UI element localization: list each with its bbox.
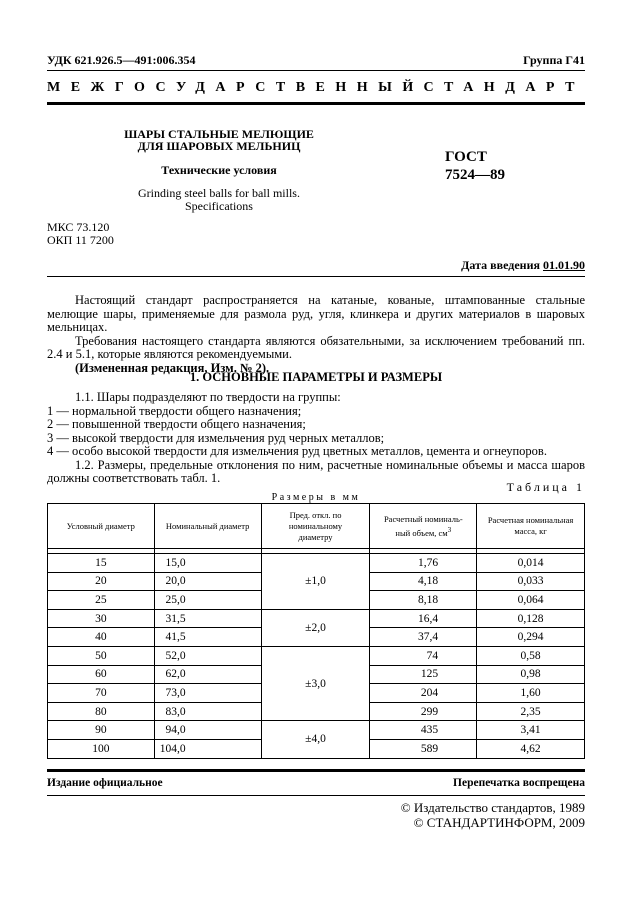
interstate-label: МЕЖГОСУДАРСТВЕННЫЙ	[47, 80, 424, 95]
cell-nominal: 20,0	[154, 572, 261, 591]
cell-conditional: 20	[48, 572, 155, 591]
cell-volume: 589	[370, 739, 477, 758]
gost-number: 7524—89	[445, 167, 505, 183]
cell-nominal: 104,0	[154, 739, 261, 758]
cell-conditional: 100	[48, 739, 155, 758]
intro-text	[47, 294, 585, 375]
cell-nominal: 31,5	[154, 609, 261, 628]
cell-conditional: 25	[48, 591, 155, 610]
cell-mass: 0,014	[477, 554, 585, 573]
section-1-text	[47, 391, 585, 486]
standard-label: СТАНДАРТ	[423, 80, 585, 95]
cell-nominal: 94,0	[154, 721, 261, 740]
title-line-1: ШАРЫ СТАЛЬНЫЕ МЕЛЮЩИЕ	[124, 127, 314, 141]
cell-volume: 1,76	[370, 554, 477, 573]
header-tolerance: Пред. откл. по номинальному диаметру	[261, 504, 370, 549]
table-header-row	[48, 504, 585, 549]
gost-designation	[445, 148, 505, 184]
title-subtitle: Технические условия	[161, 163, 277, 177]
cell-nominal: 62,0	[154, 665, 261, 684]
hardness-group-1: 1 — нормальной твердости общего назначения;	[47, 403, 302, 418]
cell-tolerance: ±1,0	[261, 554, 370, 610]
cell-volume: 37,4	[370, 628, 477, 647]
cell-conditional: 15	[48, 554, 155, 573]
group-code: Группа Г41	[523, 53, 585, 67]
intro-paragraph-1: Настоящий стандарт распространяется на катаные, кованые, штампованные стальные мелющие шары, применяемые для размола руд, угля, клинкера и других материалов в шаровых мельницах.	[47, 293, 585, 334]
cell-nominal: 25,0	[154, 591, 261, 610]
header-mass: Расчетная номинальная масса, кг	[477, 504, 585, 549]
table-row	[48, 554, 585, 573]
header-volume-text: Расчетный номиналь-ный объем, см	[383, 513, 463, 538]
cell-volume: 299	[370, 702, 477, 721]
cell-mass: 4,62	[477, 739, 585, 758]
header-nominal-diameter: Номинальный диаметр	[154, 504, 261, 549]
cell-conditional: 70	[48, 684, 155, 703]
okp-code: ОКП 11 7200	[47, 233, 114, 247]
cell-nominal: 15,0	[154, 554, 261, 573]
cell-volume: 125	[370, 665, 477, 684]
cell-volume: 8,18	[370, 591, 477, 610]
hardness-group-3: 3 — высокой твердости для измельчения руд черных металлов;	[47, 430, 385, 445]
header-volume	[370, 504, 477, 549]
cell-volume: 435	[370, 721, 477, 740]
footer-rule	[47, 769, 585, 772]
section-1-title: 1. ОСНОВНЫЕ ПАРАМЕТРЫ И РАЗМЕРЫ	[189, 370, 443, 384]
udk-code: УДК 621.926.5—491:006.354	[47, 53, 196, 67]
cell-conditional: 80	[48, 702, 155, 721]
table-row	[48, 609, 585, 628]
cell-mass: 0,128	[477, 609, 585, 628]
cell-mass: 3,41	[477, 721, 585, 740]
cell-mass: 0,294	[477, 628, 585, 647]
copyright-1989: © Издательство стандартов, 1989	[400, 800, 585, 815]
cell-conditional: 60	[48, 665, 155, 684]
title-english-1: Grinding steel balls for ball mills.	[138, 186, 300, 200]
reprint-notice: Перепечатка воспрещена	[453, 777, 585, 789]
title-english-2: Specifications	[185, 199, 253, 213]
ball-dimensions-table	[47, 503, 585, 759]
header-conditional-diameter: Условный диаметр	[48, 504, 155, 549]
cell-tolerance: ±3,0	[261, 646, 370, 720]
cell-tolerance: ±4,0	[261, 721, 370, 758]
cell-nominal: 83,0	[154, 702, 261, 721]
section-1-p2: 1.2. Размеры, предельные отклонения по ним, расчетные номинальные объемы и масса шаров должны соответствовать табл. 1.	[47, 457, 585, 485]
header-volume-unit-exp: 3	[447, 525, 452, 534]
table-subcaption: Размеры в мм	[271, 492, 361, 503]
intro-date	[461, 258, 585, 273]
cell-mass: 0,58	[477, 646, 585, 665]
table-row	[48, 721, 585, 740]
section-1-p1: 1.1. Шары подразделяют по твердости на группы:	[75, 390, 341, 404]
cell-nominal: 41,5	[154, 628, 261, 647]
cell-volume: 74	[370, 646, 477, 665]
cell-nominal: 73,0	[154, 684, 261, 703]
cell-tolerance: ±2,0	[261, 609, 370, 646]
intro-paragraph-2: Требования настоящего стандарта являются обязательными, за исключением требований пп. 2.4 и 5.1, которые являются рекомендуемыми.	[47, 333, 585, 361]
header-rule-top	[47, 70, 585, 71]
cell-volume: 16,4	[370, 609, 477, 628]
hardness-group-2: 2 — повышенной твердости общего назначения;	[47, 417, 306, 431]
title-line-2: ДЛЯ ШАРОВЫХ МЕЛЬНИЦ	[137, 139, 301, 153]
cell-mass: 0,98	[477, 665, 585, 684]
official-edition: Издание официальное	[47, 777, 163, 789]
cell-volume: 4,18	[370, 572, 477, 591]
mks-code: МКС 73.120	[47, 220, 110, 234]
cell-nominal: 52,0	[154, 646, 261, 665]
intro-amendment: (Измененная редакция, Изм. № 2).	[75, 360, 270, 375]
cell-conditional: 50	[48, 646, 155, 665]
cell-conditional: 90	[48, 721, 155, 740]
footer-rule-thin	[47, 795, 585, 796]
intro-date-value: 01.01.90	[543, 258, 585, 272]
cell-mass: 2,35	[477, 702, 585, 721]
cell-mass: 0,033	[477, 572, 585, 591]
copyright-2009: © СТАНДАРТИНФОРМ, 2009	[413, 815, 585, 830]
intro-date-label: Дата введения	[461, 258, 540, 272]
cell-mass: 1,60	[477, 684, 585, 703]
cell-conditional: 30	[48, 609, 155, 628]
table-row	[48, 646, 585, 665]
cell-volume: 204	[370, 684, 477, 703]
header-rule-bottom	[47, 102, 585, 105]
classification-codes	[47, 221, 114, 247]
gost-label: ГОСТ	[445, 149, 487, 165]
cell-conditional: 40	[48, 628, 155, 647]
intro-rule	[47, 276, 585, 277]
cell-mass: 0,064	[477, 591, 585, 610]
table-caption: Таблица 1	[506, 480, 585, 494]
hardness-group-4: 4 — особо высокой твердости для измельчения руд цветных металлов, цемента и огнеупоров.	[47, 444, 547, 458]
